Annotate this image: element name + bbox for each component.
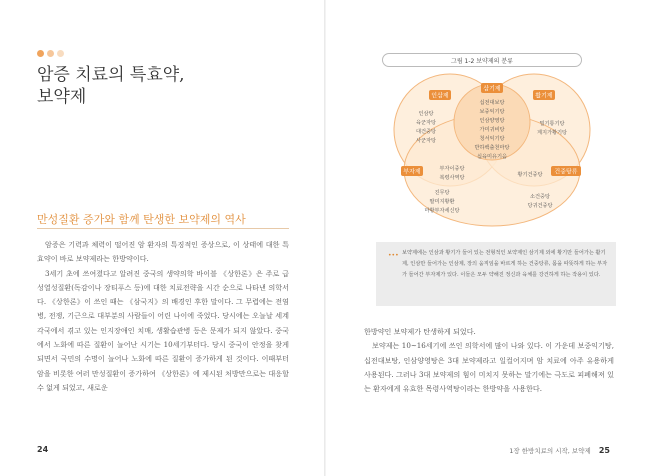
formula-text: 당귀건중탕 [527,203,553,209]
label-geongwijung: 건중탕류 [554,168,578,176]
formula-text: 대건중탕 [415,129,437,135]
formula-text: 소건중탕 [529,194,551,200]
paragraph: 3세기 초에 쓰여졌다고 알려진 중국의 생약의학 바이블 《상한론》은 주로 급성열성질환(독감이나 장티푸스 등)에 대한 치료전략을 시간 순으로 나타낸 의학서다. 《상한론》이 쓰인 때는 《삼국지》의 배경인 후한 말이다. 그 무렵에는 전염병, 전쟁, 기근으로 대부분의 사람들이 어린 나이에 죽었다. 당시에는 오늘날 세계 각국에서 겪고 있는 인지장애인 치매, 생활습관병 등은 문제가 되지 않았다. 중국에서 노화에 따른 질환이 늘어난 시기는 10세기부터다. 당시 중국이 안정을 찾게 되면서 국민의 수명이 늘어나 노화에 따른 질환이 증가하게 된 것이다. 이때부터 암을 비롯한 여러 만성질환이 증가하여 《상한론》에 제시된 처방만으로는 대응할 수 없게 되었고, 새로운 [37,268,289,392]
footer-title: 1장 한방치료의 시작, 보약제 [509,447,591,455]
label-buja: 부자제 [403,168,421,176]
chapter-title: 암증 치료의 특효약, 보약제 [37,65,185,107]
formula-text: 보중익기탕 [479,109,505,115]
note-marker: ••• [388,252,399,259]
paragraph: 보약제는 10~16세기에 쓰인 의학서에 많이 나와 있다. 이 가운데 보중익기탕, 십전대보탕, 인삼양영탕은 3대 보약제라고 일컬어지며 암 치료에 아주 유용하게 사용된다. 그러나 3대 보약제의 힘이 미치지 못하는 말기에는 극도로 피폐해져 있는 환자에게 유효한 목령사역탕이라는 한방약을 사용한다. [364,341,614,394]
section-heading: 만성질환 증가와 함께 탄생한 보약제의 역사 [37,213,246,226]
formula-text: 부자이중탕 [439,166,465,172]
accent-dot [47,50,54,57]
formula-text: 사군자탕 [415,138,437,144]
running-footer [509,446,610,455]
formula-text: 황기건중탕 [517,172,543,178]
formula-text: 진무탕 [434,190,450,196]
formula-text: 계지가황기탕 [536,130,568,136]
paragraph: 암증은 기력과 체력이 떨어진 암 환자의 특징적인 증상으로, 이 상태에 대한 특효약이 바로 보약제라는 한방약이다. [37,240,289,264]
accent-dot [37,50,44,57]
figure-caption: 그림 1-2 보약제의 분류 [382,53,582,67]
page-gutter [324,0,326,476]
paragraph: 한방약인 보약제가 탄생하게 되었다. [364,327,476,336]
formula-text: 청서익기탕 [479,136,505,142]
formula-text: 반하백출천마탕 [474,145,510,151]
formula-text: 복령사역탕 [439,175,465,181]
note-text: 보약제에는 인삼과 황기가 들어 있는 전형적인 보약제인 삼기제 외에 황기만 들어가는 활기제, 인삼만 들어가는 인삼제, 장의 움직임을 바르게 하는 건중탕류, 몸을 따뜻하게 하는 부자가 들어간 부자제가 있다. 이들은 모두 약해진 정신과 육체를 강건하게 하는 작용이 있다. [402,250,608,279]
label-samgi: 삼기제 [483,85,501,93]
accent-dot [57,50,64,57]
formula-text: 팔미지황환 [429,199,455,205]
formula-text: 십육미유기음 [476,154,508,160]
section-divider [37,228,289,229]
formula-text: 밀기통기탕 [539,121,565,127]
accent-dots [37,50,64,57]
page-number-right: 25 [598,446,610,455]
label-insam: 인삼제 [431,92,449,100]
right-body-text [364,325,614,396]
left-body-text [37,238,289,395]
formula-text: 인삼양영탕 [479,118,505,124]
note-box [376,242,616,306]
formula-text: 가미귀비탕 [479,127,505,133]
tonic-classification-diagram [380,72,604,232]
label-hwalgi: 활기제 [535,92,553,100]
page-number-left: 24 [37,445,49,454]
formula-text: 육군자탕 [415,120,437,126]
formula-text: 인삼탕 [418,111,434,117]
formula-text: 십전대보탕 [479,100,505,106]
formula-text: 마황부자세신탕 [424,208,460,214]
